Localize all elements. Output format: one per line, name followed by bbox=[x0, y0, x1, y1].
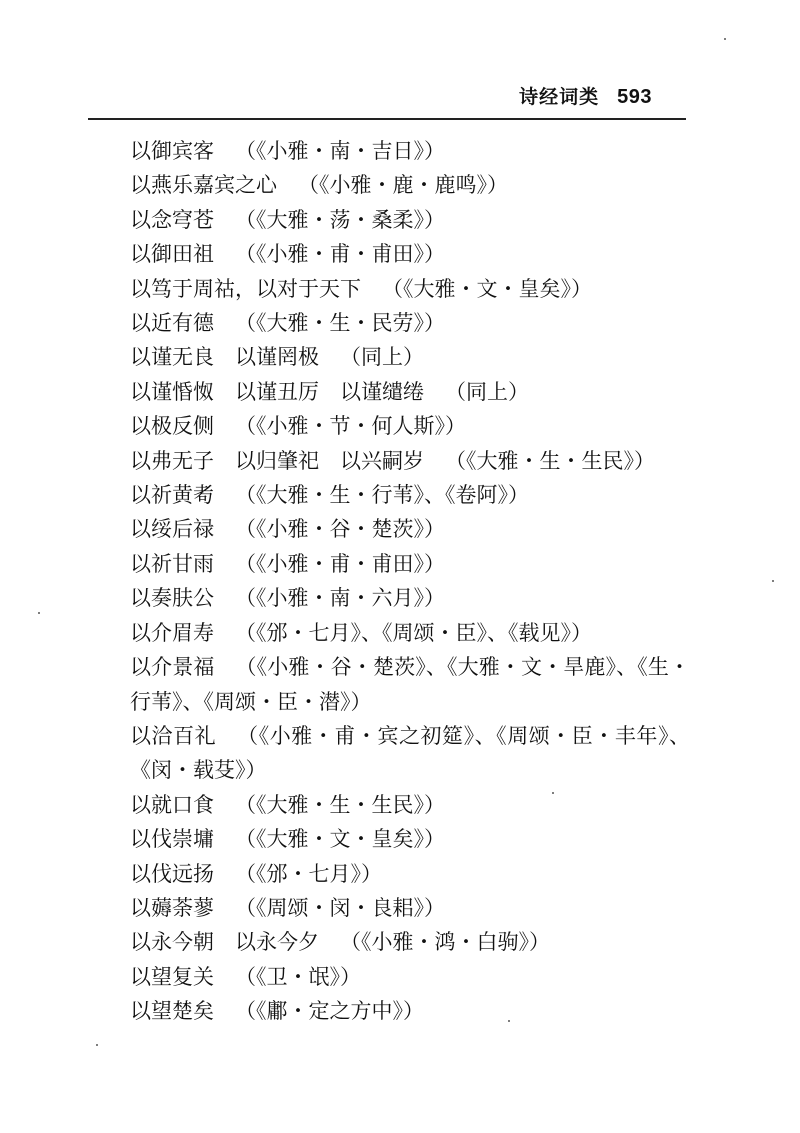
scan-speck bbox=[38, 612, 40, 614]
entry-phrase: 以祈黄耇 bbox=[130, 483, 214, 508]
entry-phrase: 以伐远扬 bbox=[130, 861, 214, 886]
entry-source: （《邠・七月》） bbox=[235, 861, 382, 886]
entry-source: （同上） bbox=[445, 379, 529, 404]
entry-phrase: 以永今朝 以永今夕 bbox=[130, 930, 319, 955]
entry-phrase: 以祈甘雨 bbox=[130, 551, 214, 576]
entry-source: （《邠・七月》、《周颂・臣》、《载见》） bbox=[235, 620, 592, 645]
entry-phrase: 以介景福 bbox=[130, 655, 215, 680]
list-item bbox=[130, 994, 690, 1028]
list-item bbox=[130, 237, 690, 271]
entry-source: （《鄘・定之方中》） bbox=[235, 999, 424, 1024]
entry-source: （《大雅・荡・桑柔》） bbox=[235, 207, 445, 232]
list-item bbox=[130, 375, 690, 409]
entry-list bbox=[130, 134, 690, 1029]
running-header bbox=[519, 82, 652, 112]
entry-source: （《小雅・南・吉日》） bbox=[235, 139, 445, 163]
entry-source: （《小雅・谷・楚茨》） bbox=[235, 517, 445, 542]
entry-phrase: 以介眉寿 bbox=[130, 620, 214, 645]
entry-source: （《小雅・甫・宾之初筵》、《周颂・臣・丰年》、《闵・载芟》） bbox=[130, 723, 691, 783]
list-item bbox=[130, 134, 690, 168]
list-item bbox=[130, 925, 690, 959]
list-item bbox=[130, 960, 690, 994]
list-item bbox=[130, 168, 690, 202]
scan-speck bbox=[508, 1020, 510, 1022]
scan-speck bbox=[772, 580, 774, 582]
entry-source: （《大雅・文・皇矣》） bbox=[382, 276, 592, 301]
entry-source: （《卫・氓》） bbox=[235, 964, 361, 989]
list-item bbox=[130, 478, 690, 512]
entry-phrase: 以笃于周祜，以对于天下 bbox=[130, 276, 361, 301]
entry-source: （《小雅・甫・甫田》） bbox=[235, 242, 445, 267]
entry-source: （《小雅・甫・甫田》） bbox=[235, 551, 445, 576]
entry-phrase: 以伐崇墉 bbox=[130, 827, 214, 852]
entry-phrase: 以御宾客 bbox=[130, 139, 214, 163]
list-item bbox=[130, 650, 690, 719]
list-item bbox=[130, 616, 690, 650]
scan-speck bbox=[96, 1044, 98, 1046]
list-item bbox=[130, 788, 690, 822]
entry-phrase: 以绥后禄 bbox=[130, 517, 214, 542]
entry-source: （《大雅・文・皇矣》） bbox=[235, 827, 445, 852]
list-item bbox=[130, 581, 690, 615]
entry-phrase: 以弗无子 以归肇祀 以兴嗣岁 bbox=[130, 448, 424, 473]
entry-source: （《大雅・生・生民》） bbox=[445, 448, 655, 473]
list-item bbox=[130, 306, 690, 340]
entry-source: （《周颂・闵・良耜》） bbox=[235, 895, 445, 920]
entry-phrase: 以御田祖 bbox=[130, 242, 214, 267]
entry-source: （同上） bbox=[340, 345, 424, 370]
entry-phrase: 以近有德 bbox=[130, 311, 214, 336]
entry-phrase: 以薅荼蓼 bbox=[130, 895, 214, 920]
entry-source: （《小雅・鹿・鹿鸣》） bbox=[298, 173, 508, 198]
scan-speck bbox=[552, 792, 554, 794]
entry-source: （《小雅・节・何人斯》） bbox=[235, 414, 466, 439]
list-item bbox=[130, 719, 690, 788]
entry-phrase: 以谨惛怓 以谨丑厉 以谨缱绻 bbox=[130, 379, 424, 404]
page-number: 593 bbox=[617, 86, 652, 108]
list-item bbox=[130, 203, 690, 237]
list-item bbox=[130, 891, 690, 925]
entry-phrase: 以洽百礼 bbox=[130, 723, 217, 748]
list-item bbox=[130, 409, 690, 443]
entry-phrase: 以望楚矣 bbox=[130, 999, 214, 1024]
entry-phrase: 以极反侧 bbox=[130, 414, 214, 439]
entry-source: （《小雅・谷・楚茨》、《大雅・文・旱鹿》、《生・行苇》、《周颂・臣・潜》） bbox=[130, 655, 691, 714]
list-item bbox=[130, 272, 690, 306]
list-item bbox=[130, 822, 690, 856]
entry-source: （《大雅・生・生民》） bbox=[235, 792, 445, 817]
entry-phrase: 以奏肤公 bbox=[130, 586, 214, 611]
entry-phrase: 以念穹苍 bbox=[130, 207, 214, 232]
entry-source: （《大雅・生・行苇》、《卷阿》） bbox=[235, 483, 529, 508]
entry-phrase: 以望复关 bbox=[130, 964, 214, 989]
header-rule bbox=[88, 118, 686, 120]
entry-source: （《小雅・南・六月》） bbox=[235, 586, 445, 611]
list-item bbox=[130, 340, 690, 374]
list-item bbox=[130, 547, 690, 581]
list-item bbox=[130, 512, 690, 546]
list-item bbox=[130, 857, 690, 891]
entry-source: （《小雅・鸿・白驹》） bbox=[340, 930, 550, 955]
list-item bbox=[130, 444, 690, 478]
scan-speck bbox=[724, 38, 726, 40]
entry-source: （《大雅・生・民劳》） bbox=[235, 311, 445, 336]
entry-phrase: 以就口食 bbox=[130, 792, 214, 817]
entry-phrase: 以谨无良 以谨罔极 bbox=[130, 345, 319, 370]
entry-phrase: 以燕乐嘉宾之心 bbox=[130, 173, 277, 198]
running-head-title: 诗经词类 bbox=[519, 86, 600, 108]
